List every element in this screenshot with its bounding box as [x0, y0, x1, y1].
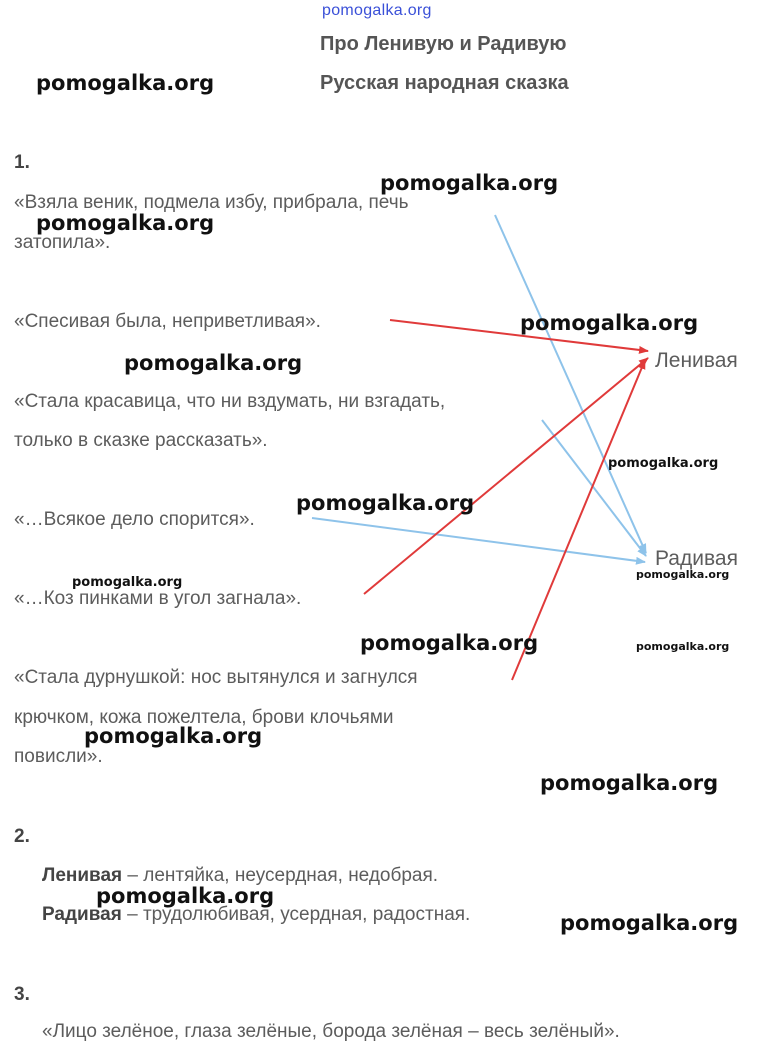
quote-6-line-1: «Стала дурнушкой: нос вытянулся и загнулся	[14, 667, 418, 688]
page-subtitle: Русская народная сказка	[320, 72, 569, 94]
quote-4-line-1: «…Всякое дело спорится».	[14, 509, 255, 530]
task-2-number: 2.	[14, 826, 30, 847]
arrow-quote-5-to-lazy	[364, 358, 648, 594]
quote-6-line-2: крючком, кожа пожелтела, брови клочьями	[14, 707, 394, 728]
quote-6-line-3: повисли».	[14, 746, 103, 767]
watermark: pomogalka.org	[520, 311, 699, 335]
task-3-text: «Лицо зелёное, глаза зелёные, борода зелёная – весь зелёный».	[42, 1021, 620, 1042]
target-diligent: Радивая	[655, 547, 738, 570]
quote-1-line-1: «Взяла веник, подмела избу, прибрала, печь	[14, 192, 409, 213]
watermark: pomogalka.org	[608, 456, 719, 471]
watermark: pomogalka.org	[560, 911, 739, 935]
quote-2-line-1: «Спесивая была, неприветливая».	[14, 311, 321, 332]
watermark: pomogalka.org	[636, 640, 730, 653]
page-title: Про Ленивую и Радивую	[320, 33, 567, 55]
watermark: pomogalka.org	[380, 171, 559, 195]
arrow-quote-4-to-diligent	[312, 518, 645, 562]
watermark: pomogalka.org	[636, 568, 730, 581]
watermark: pomogalka.org	[36, 71, 215, 95]
watermark: pomogalka.org	[296, 491, 475, 515]
watermark: pomogalka.org	[124, 351, 303, 375]
quote-3-line-2: только в сказке рассказать».	[14, 430, 268, 451]
watermark: pomogalka.org	[360, 631, 539, 655]
site-logo: pomogalka.org	[322, 2, 432, 19]
watermark: pomogalka.org	[84, 724, 263, 748]
watermark: pomogalka.org	[72, 575, 183, 590]
watermark: pomogalka.org	[36, 211, 215, 235]
quote-5-line-1: «…Коз пинками в угол загнала».	[14, 588, 302, 609]
arrow-quote-3-to-diligent	[542, 420, 646, 556]
target-lazy: Ленивая	[655, 349, 738, 372]
task-3-number: 3.	[14, 984, 30, 1005]
task-1-number: 1.	[14, 152, 30, 173]
watermark: pomogalka.org	[96, 884, 275, 908]
arrow-quote-1-to-diligent	[495, 215, 646, 553]
quote-3-line-1: «Стала красавица, что ни вздумать, ни взгадать,	[14, 391, 446, 412]
definition-lazy-term: Ленивая	[42, 865, 123, 886]
definition-lazy-text: – лентяйка, неусердная, недобрая.	[122, 865, 439, 886]
definition-diligent-text: – трудолюбивая, усердная, радостная.	[121, 904, 471, 925]
definition-diligent-term: Радивая	[42, 904, 122, 925]
quote-1-line-2: затопила».	[14, 232, 111, 253]
watermark: pomogalka.org	[540, 771, 719, 795]
